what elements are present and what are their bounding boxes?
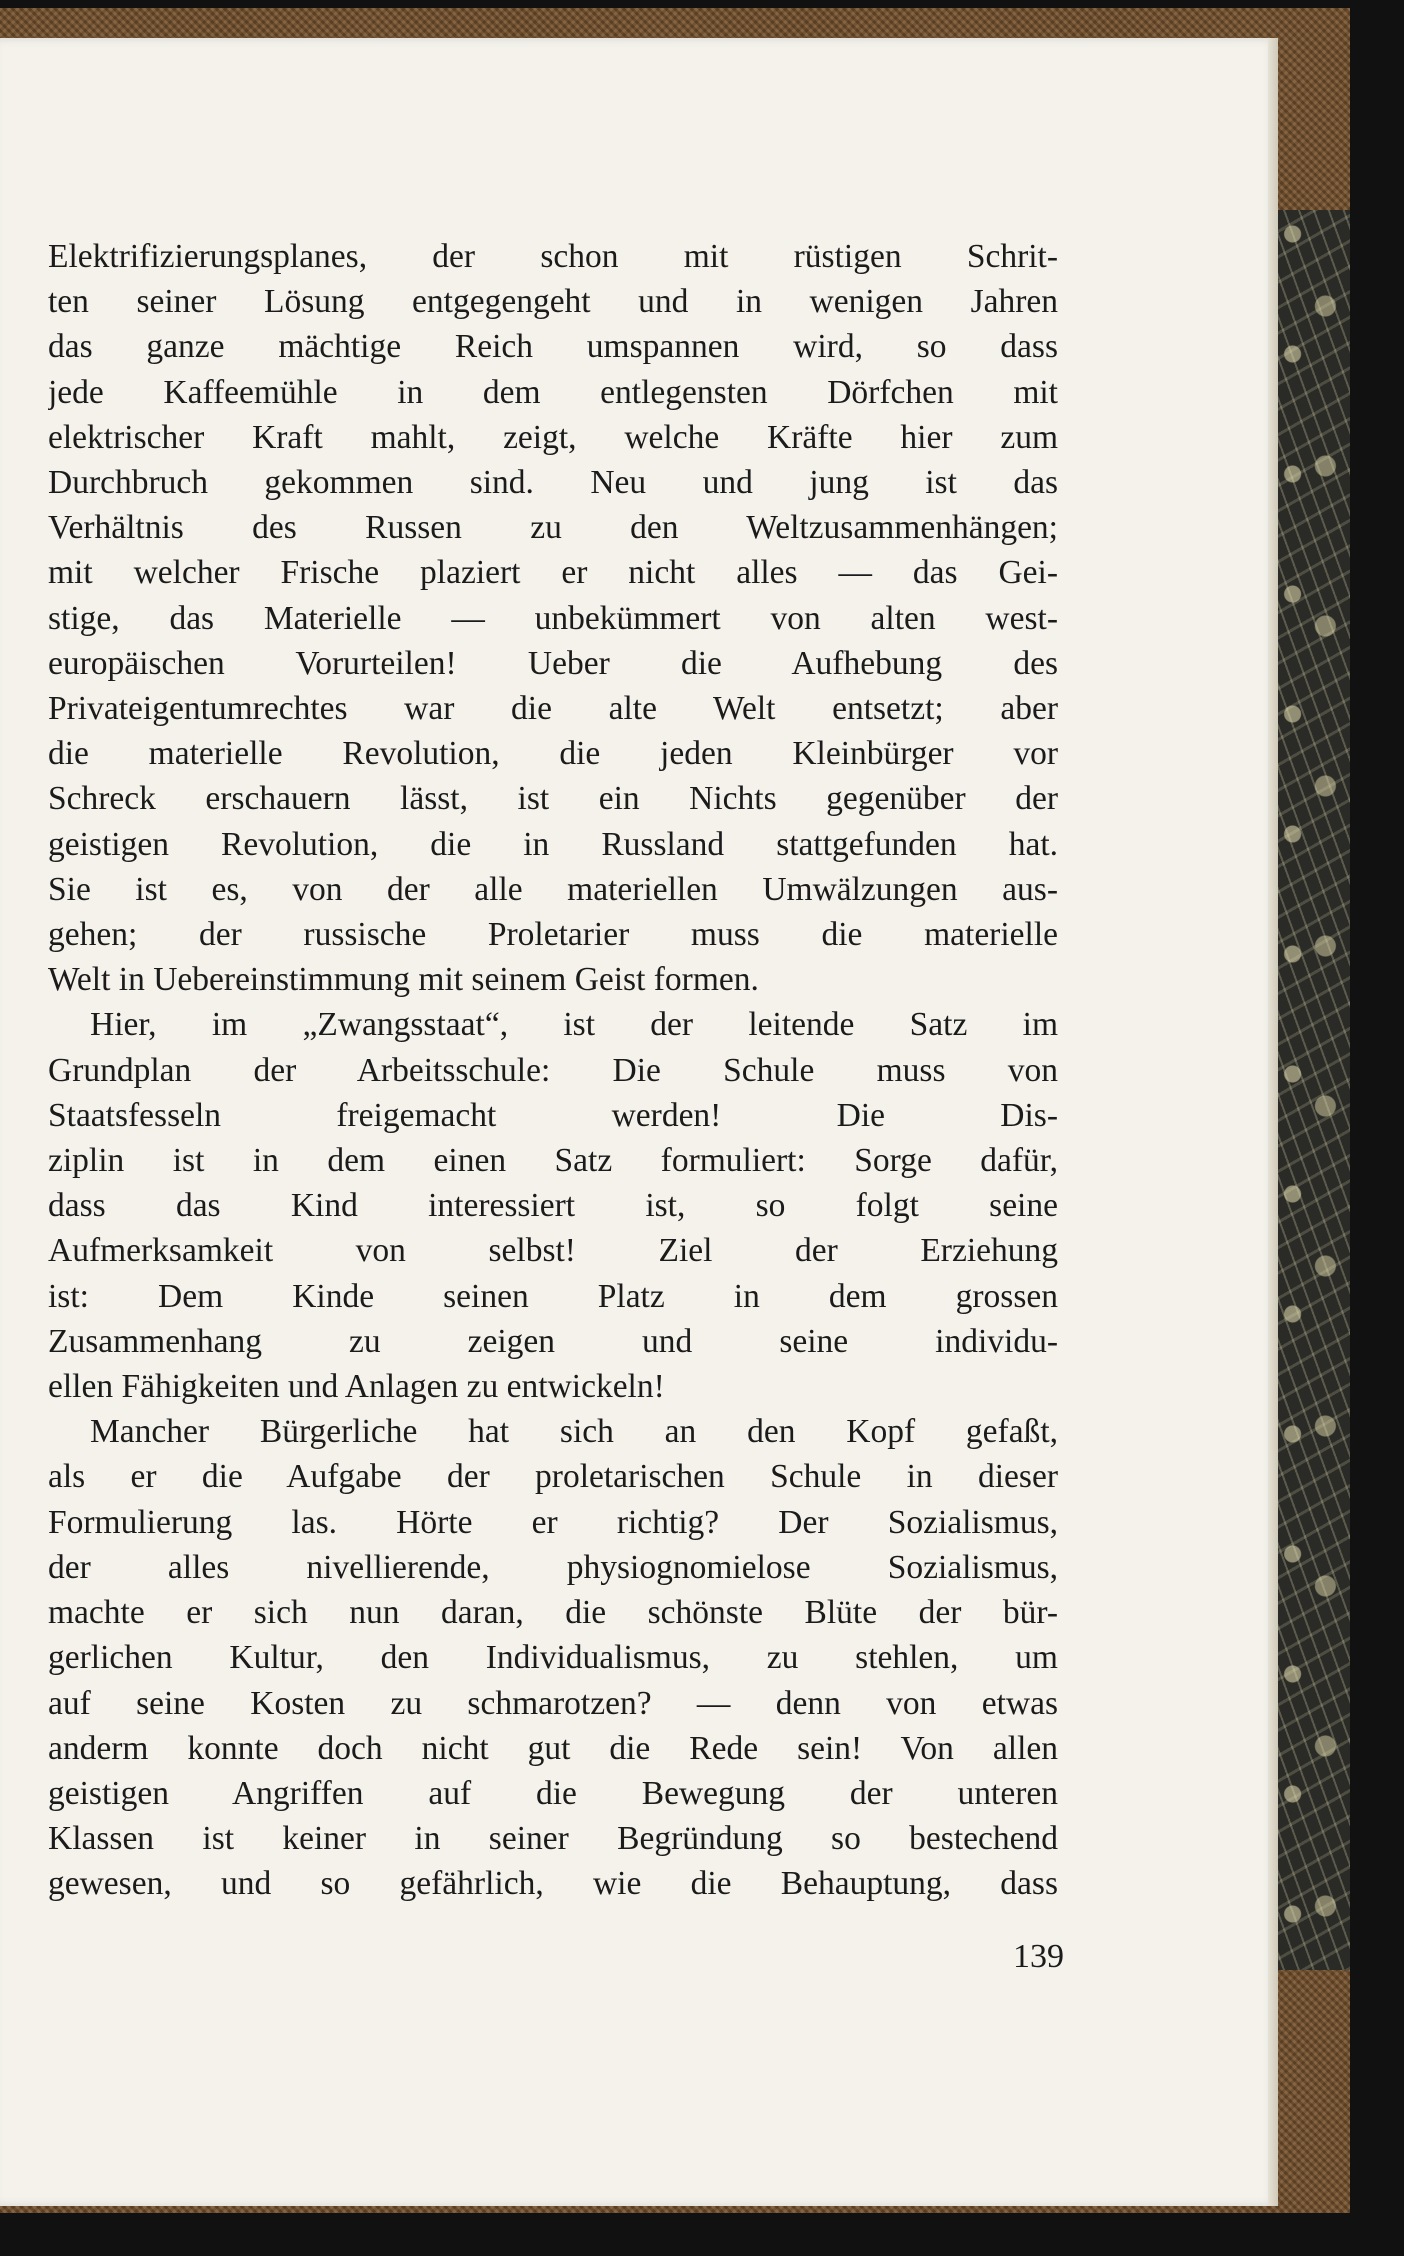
text-line: Hier, im „Zwangsstaat“, ist der leitende Satz im bbox=[90, 1006, 1058, 1044]
text-line: als er die Aufgabe der proletarischen Schule in dieser bbox=[48, 1458, 1058, 1496]
text-line: anderm konnte doch nicht gut die Rede sein! Von allen bbox=[48, 1729, 1058, 1767]
text-line: elektrischer Kraft mahlt, zeigt, welche Kräfte hier zum bbox=[48, 418, 1058, 456]
text-line: machte er sich nun daran, die schönste Blüte der bür- bbox=[48, 1594, 1058, 1632]
text-line: Schreck erschauern lässt, ist ein Nichts gegenüber der bbox=[48, 780, 1058, 818]
text-line: gewesen, und so gefährlich, wie die Behauptung, dass bbox=[48, 1865, 1058, 1903]
text-line: Elektrifizierungsplanes, der schon mit rüstigen Schrit- bbox=[48, 238, 1058, 275]
text-line: Klassen ist keiner in seiner Begründung so bestechend bbox=[48, 1820, 1058, 1858]
text-line: Privateigentumrechtes war die alte Welt entsetzt; aber bbox=[48, 690, 1058, 728]
text-line: ten seiner Lösung entgegengeht und in wenigen Jahren bbox=[48, 283, 1058, 321]
text-line: stige, das Materielle — unbekümmert von alten west- bbox=[48, 599, 1058, 637]
text-line: jede Kaffeemühle in dem entlegensten Dörfchen mit bbox=[48, 373, 1058, 411]
text-line: auf seine Kosten zu schmarotzen? — denn von etwas bbox=[48, 1684, 1058, 1722]
text-line: Welt in Uebereinstimmung mit seinem Geist formen. bbox=[48, 961, 759, 999]
page-edge bbox=[1268, 38, 1278, 2206]
text-line: die materielle Revolution, die jeden Kleinbürger vor bbox=[48, 735, 1058, 773]
text-line: ist: Dem Kinde seinen Platz in dem grossen bbox=[48, 1277, 1058, 1315]
text-line: ziplin ist in dem einen Satz formuliert: Sorge dafür, bbox=[48, 1142, 1058, 1180]
text-line: Staatsfesseln freigemacht werden! Die Dis- bbox=[48, 1096, 1058, 1134]
marbled-endpaper bbox=[1268, 210, 1350, 1970]
text-line: gerlichen Kultur, den Individualismus, zu stehlen, um bbox=[48, 1639, 1058, 1677]
text-line: Formulierung las. Hörte er richtig? Der Sozialismus, bbox=[48, 1503, 1058, 1541]
text-line: geistigen Revolution, die in Russland stattgefunden hat. bbox=[48, 825, 1058, 863]
text-line: mit welcher Frische plaziert er nicht alles — das Gei- bbox=[48, 554, 1058, 592]
text-line: geistigen Angriffen auf die Bewegung der unteren bbox=[48, 1774, 1058, 1812]
text-line: der alles nivellierende, physiognomielose Sozialismus, bbox=[48, 1548, 1058, 1586]
text-line: europäischen Vorurteilen! Ueber die Aufhebung des bbox=[48, 644, 1058, 682]
text-line: Sie ist es, von der alle materiellen Umwälzungen aus- bbox=[48, 870, 1058, 908]
text-line: Aufmerksamkeit von selbst! Ziel der Erziehung bbox=[48, 1232, 1058, 1270]
text-line: ellen Fähigkeiten und Anlagen zu entwickeln! bbox=[48, 1368, 665, 1406]
text-line: dass das Kind interessiert ist, so folgt seine bbox=[48, 1187, 1058, 1225]
body-text bbox=[48, 234, 1058, 1907]
text-line: Mancher Bürgerliche hat sich an den Kopf gefaßt, bbox=[90, 1413, 1058, 1451]
text-line: Grundplan der Arbeitsschule: Die Schule muss von bbox=[48, 1051, 1058, 1089]
text-line: Zusammenhang zu zeigen und seine individu- bbox=[48, 1322, 1058, 1360]
text-line: Verhältnis des Russen zu den Weltzusammenhängen; bbox=[48, 509, 1058, 547]
text-line: Durchbruch gekommen sind. Neu und jung ist das bbox=[48, 464, 1058, 502]
page-number: 139 bbox=[1013, 1938, 1064, 1975]
text-line: gehen; der russische Proletarier muss die materielle bbox=[48, 916, 1058, 954]
text-line: das ganze mächtige Reich umspannen wird, so dass bbox=[48, 328, 1058, 366]
